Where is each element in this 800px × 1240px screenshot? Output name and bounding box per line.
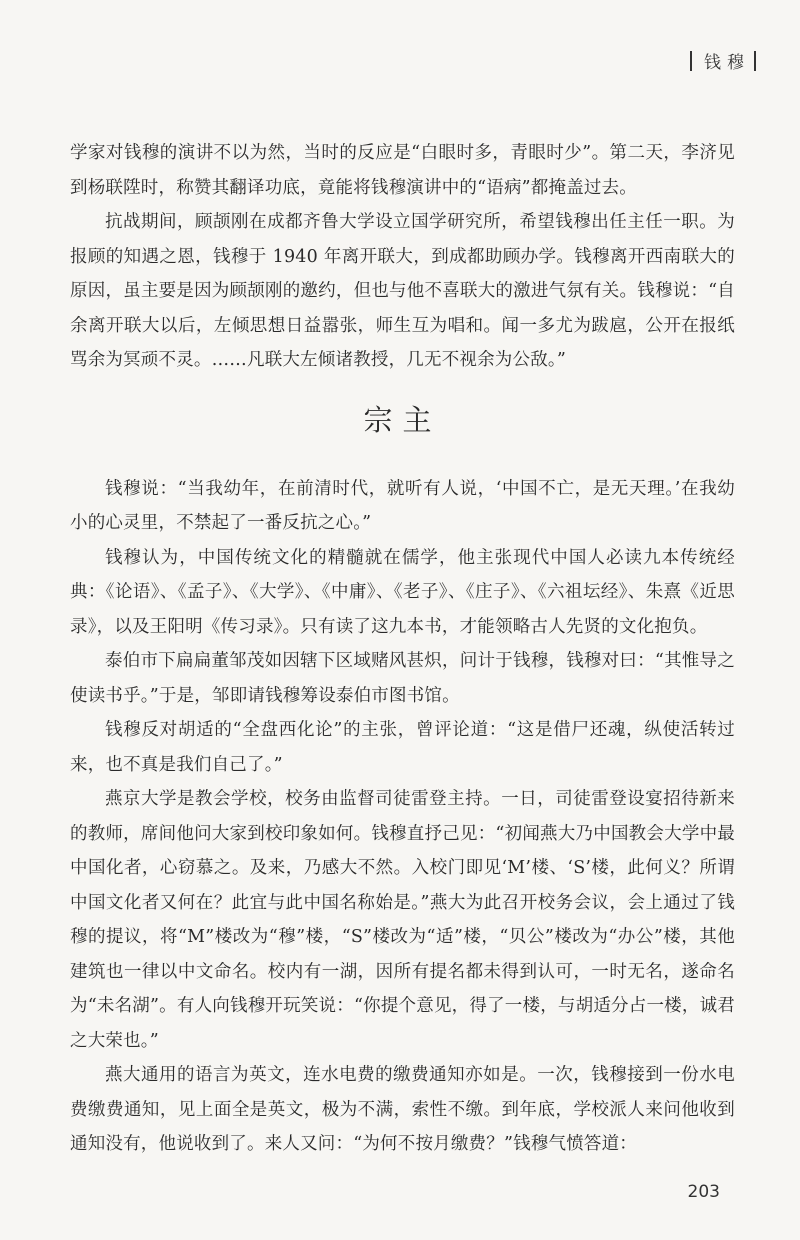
page-number: 203 <box>687 1182 720 1202</box>
paragraph: 钱穆说：“当我幼年，在前清时代，就听有人说，‘中国不亡，是无天理。’在我幼小的心灵里，不禁起了一番反抗之心。” <box>70 478 735 533</box>
paragraph: 抗战期间，顾颉刚在成都齐鲁大学设立国学研究所，希望钱穆出任主任一职。为报顾的知遇之恩，钱穆于 1940 年离开联大，到成都助顾办学。钱穆离开西南联大的原因，虽主要是因为顾颉刚的邀约，但也与他不喜联大的激进气氛有关。钱穆说：“自余离开联大以后，左倾思想日益嚣张，师生互为唱和。闻一多尤为跋扈，公开在报纸骂余为冥顽不灵。……凡联大左倾诸教授，几无不视余为公敌。” <box>70 212 735 370</box>
paragraph: 燕大通用的语言为英文，连水电费的缴费通知亦如是。一次，钱穆接到一份水电费缴费通知，见上面全是英文，极为不满，索性不缴。到年底，学校派人来问他收到通知没有，他说收到了。来人又问：“为何不按月缴费？”钱穆气愤答道： <box>70 1065 735 1154</box>
header-bar-left <box>690 51 692 71</box>
paragraph: 燕京大学是教会学校，校务由监督司徒雷登主持。一日，司徒雷登设宴招待新来的教师，席间他问大家到校印象如何。钱穆直抒己见：“初闻燕大乃中国教会大学中最中国化者，心窃慕之。及来，乃感大不然。入校门即见‘M’楼、‘S’楼，此何义？所谓中国文化者又何在？此宜与此中国名称始是。”燕大为此召开校务会议，会上通过了钱穆的提议，将“M”楼改为“穆”楼，“S”楼改为“适”楼，“贝公”楼改为“办公”楼，其他建筑也一律以中文命名。校内有一湖，因所有提名都未得到认可，一时无名，遂命名为“未名湖”。有人向钱穆开玩笑说：“你提个意见，得了一楼，与胡适分占一楼，诚君之大荣也。” <box>70 789 735 1051</box>
section-title: 宗主 <box>363 402 442 437</box>
paragraph: 学家对钱穆的演讲不以为然，当时的反应是“白眼时多，青眼时少”。第二天，李济见到杨联陞时，称赞其翻译功底，竟能将钱穆演讲中的“语病”都掩盖过去。 <box>70 143 735 198</box>
running-title: 钱穆 <box>704 53 750 73</box>
paragraph: 钱穆认为，中国传统文化的精髓就在儒学，他主张现代中国人必读九本传统经典：《论语》、《孟子》、《大学》、《中庸》、《老子》、《庄子》、《六祖坛经》、朱熹《近思录》，以及王阳明《传习录》。只有读了这九本书，才能领略古人先贤的文化抱负。 <box>70 547 735 637</box>
header-bar-right <box>754 51 756 71</box>
paragraph: 钱穆反对胡适的“全盘西化论”的主张，曾评论道：“这是借尸还魂，纵使活转过来，也不真是我们自己了。” <box>70 720 735 775</box>
paragraph: 泰伯市下扁扁董邹茂如因辖下区域赌风甚炽，问计于钱穆，钱穆对曰：“其惟导之使读书乎。”于是，邹即请钱穆筹设泰伯市图书馆。 <box>70 651 735 706</box>
running-header <box>690 48 756 73</box>
page-body <box>70 136 735 1162</box>
